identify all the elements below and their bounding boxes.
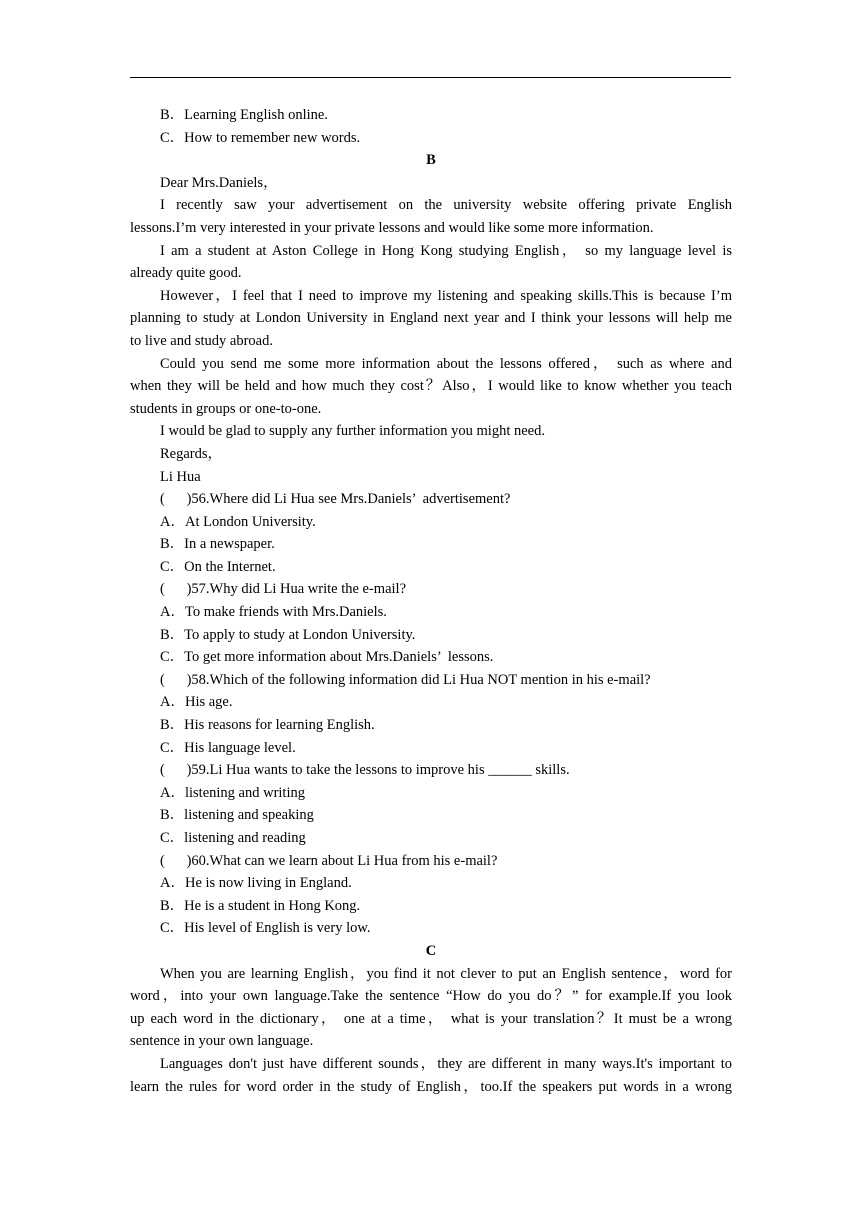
answer-option: B．To apply to study at London University. xyxy=(160,626,416,643)
paragraph-line: students in groups or one-to-one. xyxy=(130,400,322,417)
question-57 xyxy=(130,578,732,668)
paragraph-line: planning to study at London University in England next year and I think your lessons will help me xyxy=(130,310,732,327)
paragraph-line: Could you send me some more information about the lessons offered， such as where and xyxy=(160,355,732,372)
header-rule xyxy=(130,77,731,78)
answer-option: A．He is now living in England. xyxy=(160,875,352,892)
letter-paragraph-3 xyxy=(130,285,732,353)
letter-paragraph-5: I would be glad to supply any further information you might need. xyxy=(160,423,545,440)
question-stem: ( )57.Why did Li Hua write the e-mail? xyxy=(160,581,407,598)
answer-option: B．listening and speaking xyxy=(160,807,314,824)
document-body xyxy=(130,104,732,1098)
paragraph-line: learn the rules for word order in the study of English，too.If the speakers put words in a wrong xyxy=(130,1078,732,1095)
answer-option: C．To get more information about Mrs.Daniels’ lessons. xyxy=(160,649,494,666)
paragraph-line: lessons.I’m very interested in your private lessons and would like some more information. xyxy=(130,219,654,236)
letter-closing: Regards， xyxy=(160,445,223,462)
answer-option: A．To make friends with Mrs.Daniels. xyxy=(160,604,387,621)
paragraph-line: when they will be held and how much they cost？Also，I would like to know whether you teach xyxy=(130,378,732,395)
answer-option: B．His reasons for learning English. xyxy=(160,717,375,734)
question-59 xyxy=(130,759,732,849)
paragraph-line: However，I feel that I need to improve my listening and speaking skills.This is because I’m xyxy=(160,287,732,304)
paragraph-line: sentence in your own language. xyxy=(130,1033,314,1050)
question-60 xyxy=(130,850,732,940)
question-stem: ( )58.Which of the following information did Li Hua NOT mention in his e-mail? xyxy=(160,671,651,688)
answer-option: C．listening and reading xyxy=(160,830,306,846)
option-text: B．Learning English online. xyxy=(160,107,328,123)
section-heading-b: B xyxy=(426,152,436,169)
question-56 xyxy=(130,488,732,578)
question-stem: ( )60.What can we learn about Li Hua from his e-mail? xyxy=(160,852,498,869)
passage-c-paragraph-1 xyxy=(130,963,732,1053)
paragraph-line: already quite good. xyxy=(130,265,242,282)
letter-paragraph-1 xyxy=(130,194,732,239)
letter-paragraph-2 xyxy=(130,240,732,285)
answer-option: C．On the Internet. xyxy=(160,558,276,575)
paragraph-line: up each word in the dictionary， one at a time， what is your translation？It must be a wrong xyxy=(130,1010,732,1027)
answer-option: B．He is a student in Hong Kong. xyxy=(160,897,361,914)
letter-salutation: Dear Mrs.Daniels， xyxy=(160,174,278,191)
paragraph-line: Languages don't just have different sounds，they are different in many ways.It's important to xyxy=(160,1055,732,1072)
answer-option: A．listening and writing xyxy=(160,784,305,801)
answer-option: A．His age. xyxy=(160,694,233,711)
paragraph-line: word，into your own language.Take the sentence “How do you do？” for example.If you look xyxy=(130,988,732,1005)
letter-paragraph-4 xyxy=(130,353,732,421)
paragraph-line: When you are learning English，you find it not clever to put an English sentence，word for xyxy=(160,965,732,982)
answer-option: C．His level of English is very low. xyxy=(160,920,371,937)
passage-c-paragraph-2 xyxy=(130,1053,732,1098)
paragraph-line: I recently saw your advertisement on the university website offering private English xyxy=(160,197,732,214)
answer-option: B．In a newspaper. xyxy=(160,536,275,553)
letter-signature: Li Hua xyxy=(160,468,201,485)
question-stem: ( )56.Where did Li Hua see Mrs.Daniels’ advertisement? xyxy=(160,491,511,508)
paragraph-line: to live and study abroad. xyxy=(130,332,273,349)
answer-option: A．At London University. xyxy=(160,513,316,530)
question-58 xyxy=(130,669,732,759)
option-text: C．How to remember new words. xyxy=(160,129,361,146)
answer-option: C．His language level. xyxy=(160,739,296,756)
section-heading-c: C xyxy=(425,942,437,959)
paragraph-line: I am a student at Aston College in Hong Kong studying English， so my language level is xyxy=(160,242,732,259)
question-stem: ( )59.Li Hua wants to take the lessons to improve his ______ skills. xyxy=(160,762,570,779)
